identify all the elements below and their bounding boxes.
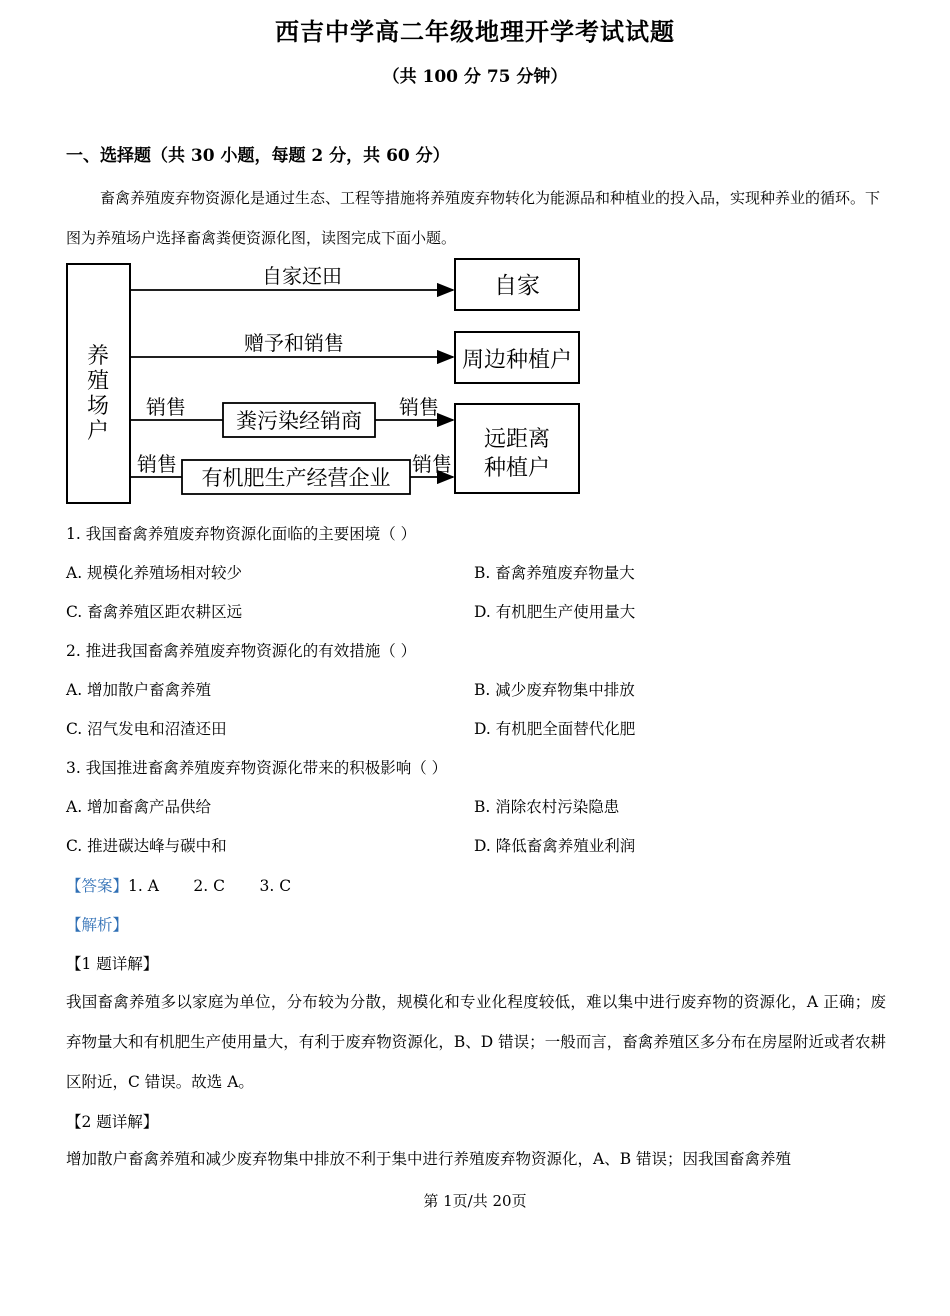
arrow-nearby-label: 赠予和销售 [244,331,344,355]
question-3-option-b: B. 消除农村污染隐患 [474,798,620,816]
dest-nearby-label: 周边种植户 [461,348,573,373]
answer-label: 【答案】 [66,877,129,895]
sale-label-2: 销售 [399,395,439,419]
detail-1-text: 我国畜禽养殖多以家庭为单位，分布较为分散，规模化和专业化程度较低，难以集中进行废弃物的资源化，A 正确；废弃物量大和有机肥生产使用量大，有利于废弃物资源化，B、D 错误；一般而言，畜禽养殖区多分布在房屋附近或者农耕区附近，C 错误。故选 A。 [66,993,886,1091]
exam-info: （共 100 分 75 分钟） [382,67,568,87]
sale-label-4: 销售 [412,452,452,476]
question-1-option-a: A. 规模化养殖场相对较少 [66,564,243,582]
source-char-3: 场 [86,394,110,419]
page-footer: 第 1页/共 20页 [423,1192,527,1210]
detail-2-text: 增加散户畜禽养殖和减少废弃物集中排放不利于集中进行养殖废弃物资源化，A、B 错误；因我国畜禽养殖 [66,1150,792,1168]
dest-remote-line2: 种植户 [483,456,551,481]
answer-text: 1. A 2. C 3. C [128,877,292,895]
question-3-option-c: C. 推进碳达峰与碳中和 [66,837,227,855]
question-1-stem: 1. 我国畜禽养殖废弃物资源化面临的主要困境（ ） [66,525,417,543]
section-heading: 一、选择题（共 30 小题，每题 2 分，共 60 分） [66,146,450,166]
question-3-stem: 3. 我国推进畜禽养殖废弃物资源化带来的积极影响（ ） [66,759,448,777]
dest-self-label: 自家 [494,273,540,299]
question-3-option-d: D. 降低畜禽养殖业利润 [474,837,636,855]
question-2-option-b: B. 减少废弃物集中排放 [474,681,635,699]
question-1-option-c: C. 畜禽养殖区距农耕区远 [66,603,243,621]
question-2-option-d: D. 有机肥全面替代化肥 [474,720,636,738]
sale-label-1: 销售 [146,395,186,419]
source-char-2: 殖 [86,369,110,394]
intro-paragraph: 畜禽养殖废弃物资源化是通过生态、工程等措施将养殖废弃物转化为能源品和种植业的投入品，实现种养业的循环。下图为养殖场户选择畜禽粪便资源化图，读图完成下面小题。 [66,189,881,247]
source-char-1: 养 [86,344,110,369]
analysis-label: 【解析】 [66,916,129,934]
manure-resource-diagram [60,255,590,510]
dest-remote-line1: 远距离 [483,427,551,452]
detail-2-title: 【2 题详解】 [66,1113,159,1131]
page-title: 西吉中学高二年级地理开学考试试题 [275,17,675,46]
question-2-option-c: C. 沼气发电和沼渣还田 [66,720,227,738]
detail-1-title: 【1 题详解】 [66,955,159,973]
company-label: 有机肥生产经营企业 [201,466,391,490]
question-3-option-a: A. 增加畜禽产品供给 [66,798,212,816]
arrow-self-label: 自家还田 [262,264,342,288]
question-2-stem: 2. 推进我国畜禽养殖废弃物资源化的有效措施（ ） [66,642,417,660]
source-char-4: 户 [86,419,110,444]
answer-row [66,874,291,896]
sale-label-3: 销售 [137,452,177,476]
question-1-option-d: D. 有机肥生产使用量大 [474,603,636,621]
dealer-label: 粪污染经销商 [236,409,362,433]
question-1-option-b: B. 畜禽养殖废弃物量大 [474,564,635,582]
question-2-option-a: A. 增加散户畜禽养殖 [66,681,212,699]
